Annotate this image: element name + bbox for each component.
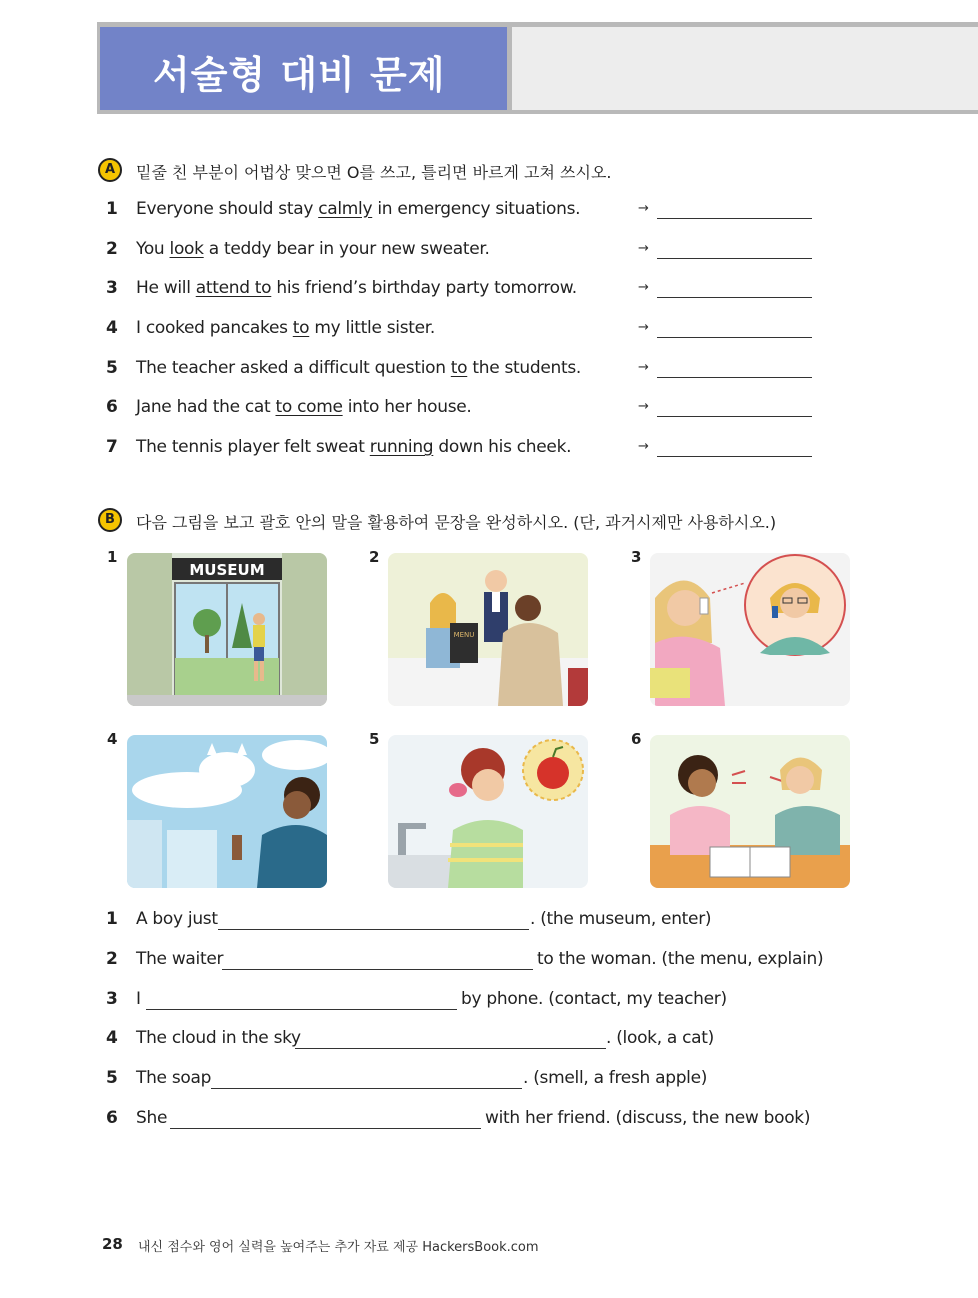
arrow-icon: → <box>638 399 649 414</box>
sentence-start: She <box>136 1108 168 1128</box>
question-number: 1 <box>106 199 118 219</box>
arrow-icon: → <box>638 201 649 216</box>
underlined-phrase: to <box>450 358 468 378</box>
question-number: 4 <box>106 318 118 338</box>
question-sentence: The tennis player felt sweat running down his cheek. <box>136 437 572 457</box>
arrow-icon: → <box>638 280 649 295</box>
picture-number: 3 <box>631 548 642 566</box>
answer-line[interactable] <box>657 337 812 338</box>
answer-line[interactable] <box>295 1048 606 1049</box>
arrow-icon: → <box>638 439 649 454</box>
answer-line[interactable] <box>657 218 812 219</box>
question-number: 3 <box>106 278 118 298</box>
underlined-phrase: running <box>369 437 434 457</box>
underlined-phrase: to <box>292 318 310 338</box>
question-sentence: The teacher asked a difficult question to the students. <box>136 358 582 378</box>
picture-number: 1 <box>107 548 118 566</box>
picture-number: 5 <box>369 730 380 748</box>
answer-line[interactable] <box>657 377 812 378</box>
arrow-icon: → <box>638 320 649 335</box>
sentence-hint: to the woman. (the menu, explain) <box>537 949 824 969</box>
picture-restaurant <box>388 553 588 706</box>
answer-line[interactable] <box>211 1088 522 1089</box>
section-a-instruction: 밑줄 친 부분이 어법상 맞으면 O를 쓰고, 틀리면 바르게 고쳐 쓰시오. <box>136 163 612 182</box>
answer-line[interactable] <box>657 456 812 457</box>
sentence-hint: with her friend. (discuss, the new book) <box>485 1108 811 1128</box>
sentence-hint: by phone. (contact, my teacher) <box>461 989 727 1009</box>
museum-sign: MUSEUM <box>189 561 265 579</box>
question-number: 5 <box>106 358 118 378</box>
sentence-start: The soap <box>136 1068 212 1088</box>
section-b-instruction: 다음 그림을 보고 괄호 안의 말을 활용하여 문장을 완성하시오. (단, 과거시제만 사용하시오.) <box>136 513 777 532</box>
picture-museum <box>127 553 327 706</box>
sentence-start: A boy just <box>136 909 218 929</box>
header-right-panel <box>512 27 978 110</box>
question-number: 2 <box>106 949 118 969</box>
question-sentence: You look a teddy bear in your new sweater. <box>136 239 490 259</box>
page-number: 28 <box>102 1235 123 1253</box>
answer-line[interactable] <box>657 416 812 417</box>
arrow-icon: → <box>638 241 649 256</box>
question-number: 3 <box>106 989 118 1009</box>
underlined-phrase: look <box>169 239 204 259</box>
section-b-badge: B <box>98 508 122 532</box>
question-sentence: Everyone should stay calmly in emergency situations. <box>136 199 581 219</box>
picture-number: 2 <box>369 548 380 566</box>
answer-line[interactable] <box>146 1009 457 1010</box>
question-sentence: Jane had the cat to come into her house. <box>136 397 472 417</box>
arrow-icon: → <box>638 360 649 375</box>
answer-line[interactable] <box>657 258 812 259</box>
picture-soap <box>388 735 588 888</box>
sentence-start: I <box>136 989 141 1009</box>
sentence-hint: . (smell, a fresh apple) <box>523 1068 708 1088</box>
menu-label: MENU <box>453 631 475 639</box>
question-number: 6 <box>106 1108 118 1128</box>
underlined-phrase: to come <box>275 397 343 417</box>
sentence-hint: . (look, a cat) <box>606 1028 715 1048</box>
question-number: 7 <box>106 437 118 457</box>
answer-line[interactable] <box>657 297 812 298</box>
question-number: 2 <box>106 239 118 259</box>
picture-number: 6 <box>631 730 642 748</box>
page-title: 서술형 대비 문제 <box>153 53 446 97</box>
question-number: 6 <box>106 397 118 417</box>
picture-phone-call <box>650 553 850 706</box>
question-sentence: He will attend to his friend’s birthday party tomorrow. <box>136 278 577 298</box>
picture-number: 4 <box>107 730 118 748</box>
underlined-phrase: calmly <box>318 199 373 219</box>
sentence-start: The waiter <box>136 949 224 969</box>
answer-line[interactable] <box>222 969 533 970</box>
picture-cloud-cat <box>127 735 327 888</box>
underlined-phrase: attend to <box>195 278 272 298</box>
question-sentence: I cooked pancakes to my little sister. <box>136 318 436 338</box>
question-number: 1 <box>106 909 118 929</box>
answer-line[interactable] <box>170 1128 481 1129</box>
picture-discussion <box>650 735 850 888</box>
question-number: 5 <box>106 1068 118 1088</box>
sentence-start: The cloud in the sky <box>136 1028 301 1048</box>
question-number: 4 <box>106 1028 118 1048</box>
sentence-hint: . (the museum, enter) <box>530 909 712 929</box>
footer-text: 내신 점수와 영어 실력을 높여주는 추가 자료 제공 HackersBook.com <box>138 1240 539 1255</box>
answer-line[interactable] <box>218 929 529 930</box>
section-a-badge: A <box>98 158 122 182</box>
